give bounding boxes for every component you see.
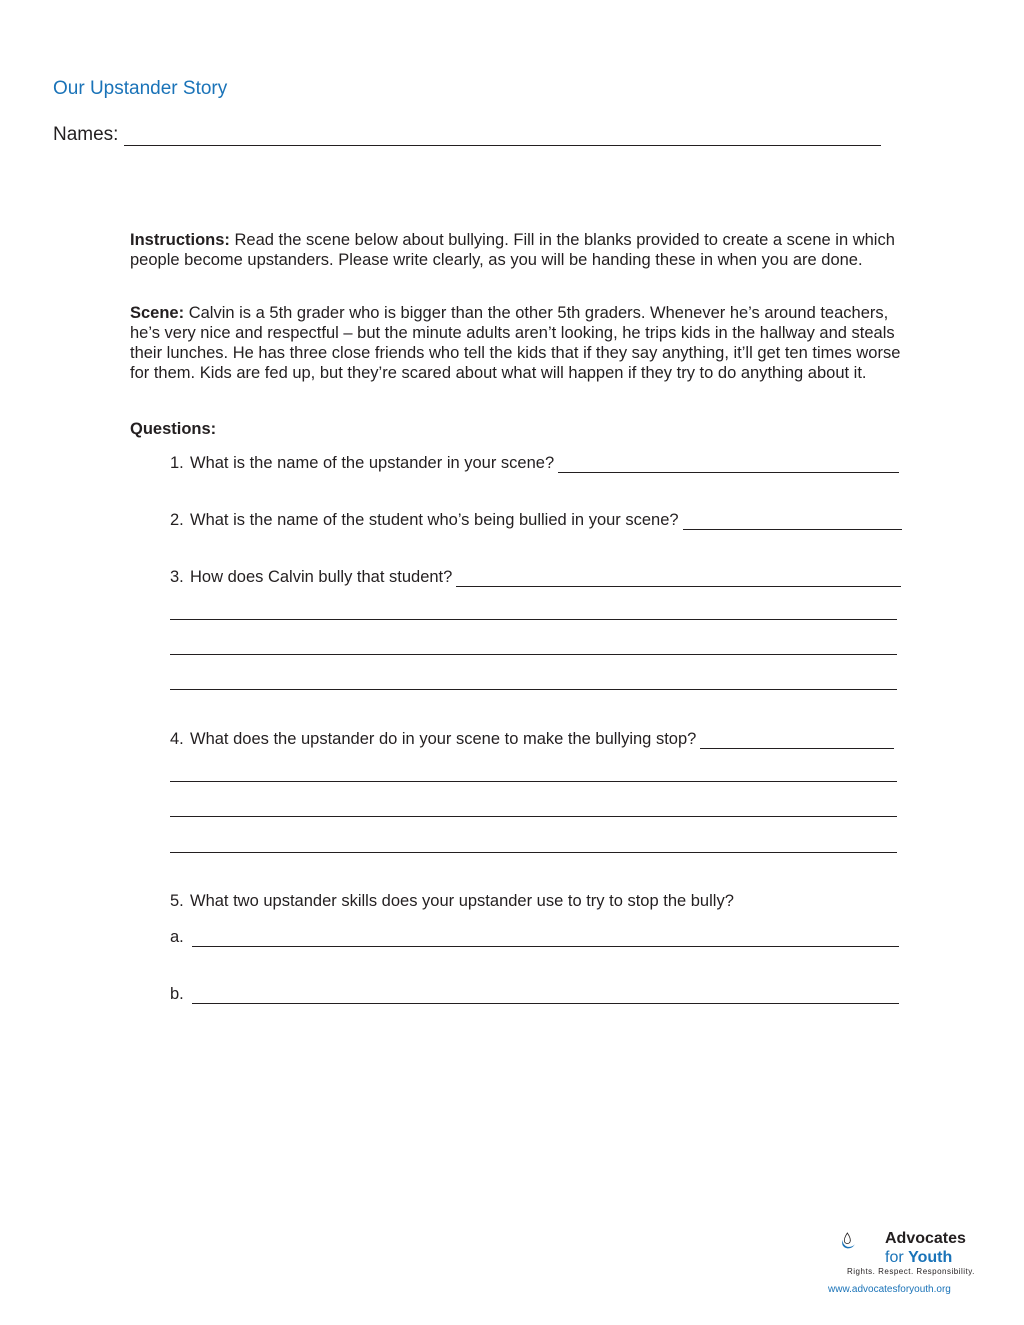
scene-label: Scene:: [130, 304, 185, 322]
question-2: [170, 511, 902, 530]
answer-line[interactable]: [170, 689, 897, 690]
question-number: 2.: [170, 511, 184, 529]
instructions-text: Read the scene below about bullying. Fill in the blanks provided to create a scene in which people become upstanders. Please write clearly, as you will be handing these in when you are done.: [130, 231, 895, 269]
logo-for-youth: [885, 1249, 952, 1267]
answer-line[interactable]: [170, 654, 897, 655]
answer-a-label: a.: [170, 928, 184, 946]
answer-blank[interactable]: [456, 570, 901, 587]
answer-b-blank[interactable]: [192, 987, 899, 1004]
logo-for: for: [885, 1249, 909, 1266]
answer-b-label: b.: [170, 985, 184, 1003]
answer-line[interactable]: [170, 781, 897, 782]
question-1: [170, 454, 899, 473]
website-url[interactable]: www.advocatesforyouth.org: [828, 1284, 951, 1295]
names-blank[interactable]: [124, 125, 881, 146]
page-title: Our Upstander Story: [53, 78, 228, 99]
question-5: [170, 892, 734, 911]
instructions-paragraph: [130, 230, 905, 270]
question-text: What is the name of the student who’s being bullied in your scene?: [190, 511, 679, 529]
logo-advocates: Advocates: [885, 1230, 966, 1247]
answer-line[interactable]: [170, 852, 897, 853]
question-number: 3.: [170, 568, 184, 586]
answer-blank[interactable]: [558, 456, 899, 473]
question-number: 1.: [170, 454, 184, 472]
scene-paragraph: [130, 303, 905, 383]
logo-tagline: Rights. Respect. Responsibility.: [847, 1267, 975, 1276]
answer-b-row: [170, 985, 899, 1004]
questions-label: Questions:: [130, 420, 217, 438]
question-text: How does Calvin bully that student?: [190, 568, 453, 586]
answer-a-row: [170, 928, 899, 947]
questions-heading: [130, 419, 905, 439]
water-drop-swoosh-icon: [840, 1216, 890, 1268]
answer-blank[interactable]: [700, 732, 894, 749]
question-3: [170, 568, 901, 587]
instructions-label: Instructions:: [130, 231, 230, 249]
question-text: What is the name of the upstander in your scene?: [190, 454, 555, 472]
question-number: 4.: [170, 730, 184, 748]
answer-line[interactable]: [170, 619, 897, 620]
answer-blank[interactable]: [683, 513, 902, 530]
names-label: Names:: [53, 124, 119, 145]
answer-a-blank[interactable]: [192, 930, 899, 947]
logo-youth: Youth: [908, 1249, 953, 1266]
question-4: [170, 730, 894, 749]
question-number: 5.: [170, 892, 184, 910]
question-text: What does the upstander do in your scene to make the bullying stop?: [190, 730, 697, 748]
answer-line[interactable]: [170, 816, 897, 817]
question-text: What two upstander skills does your upstander use to try to stop the bully?: [190, 892, 734, 910]
scene-text: Calvin is a 5th grader who is bigger than the other 5th graders. Whenever he’s around teachers, he’s very nice and respectful – but the minute adults aren’t looking, he trips kids in the hallway and steals their lunches. He has three close friends who tell the kids that if they say anything, it’ll get ten times worse for them. Kids are fed up, but they’re scared about what will happen if they try to do anything about it.: [130, 304, 901, 382]
names-row: [53, 124, 881, 146]
